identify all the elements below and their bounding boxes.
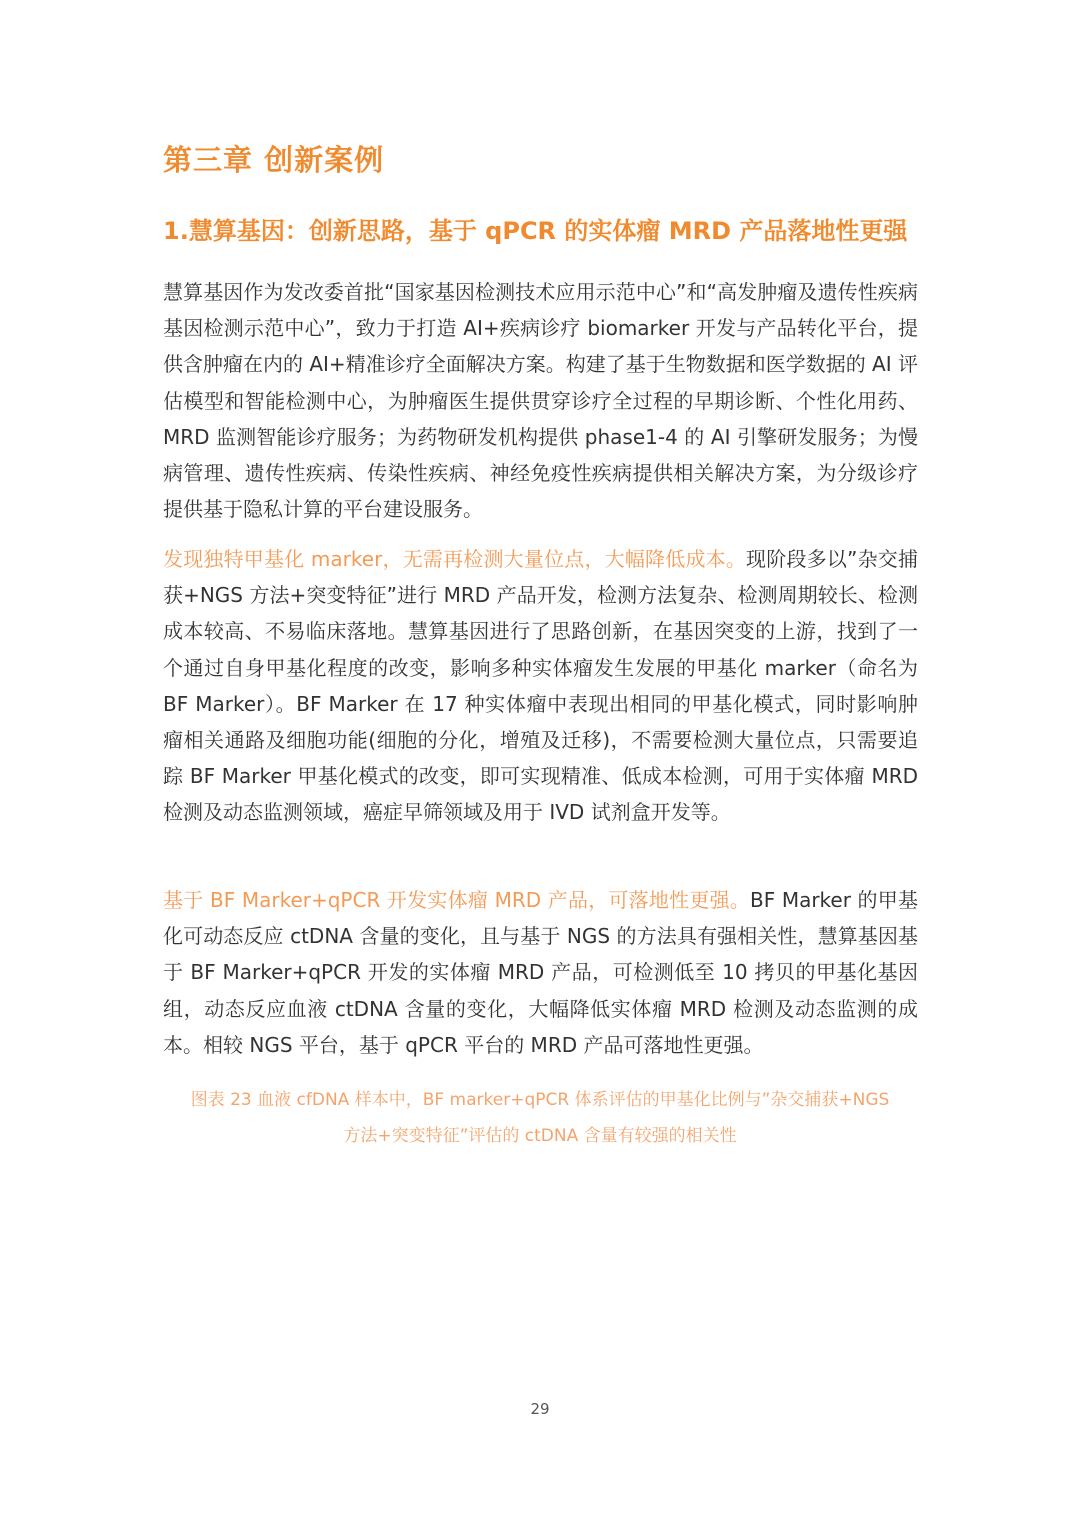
paragraph-qpcr-product bbox=[163, 882, 918, 1063]
figure-caption-line: 图表 23 血液 cfDNA 样本中，BF marker+qPCR 体系评估的甲基化比例与”杂交捕获+NGS bbox=[190, 1090, 890, 1110]
paragraph-body: BF Marker 的甲基化可动态反应 ctDNA 含量的变化，且与基于 NGS 的方法具有强相关性，慧算基因基于 BF Marker+qPCR 开发的实体瘤 MRD 产品，可检测低至 10 拷贝的甲基化基因组，动态反应血液 ctDNA 含量的变化，大幅降低实体瘤 MRD 检测及动态监测的成本。相较 NGS 平台，基于 qPCR 平台的 MRD 产品可落地性更强。 bbox=[163, 888, 918, 1057]
paragraph-highlight: 发现独特甲基化 marker，无需再检测大量位点，大幅降低成本。 bbox=[163, 547, 747, 571]
page-number: 29 bbox=[530, 1400, 550, 1418]
paragraph-intro: 慧算基因作为发改委首批“国家基因检测技术应用示范中心”和“高发肿瘤及遗传性疾病基因检测示范中心”，致力于打造 AI+疾病诊疗 biomarker 开发与产品转化平台，提供含肿瘤在内的 AI+精准诊疗全面解决方案。构建了基于生物数据和医学数据的 AI 评估模型和智能检测中心，为肿瘤医生提供贯穿诊疗全过程的早期诊断、个性化用药、MRD 监测智能诊疗服务；为药物研发机构提供 phase1-4 的 AI 引擎研发服务；为慢病管理、遗传性疾病、传染性疾病、神经免疫性疾病提供相关解决方案，为分级诊疗提供基于隐私计算的平台建设服务。 bbox=[163, 280, 918, 522]
paragraph-body: 现阶段多以”杂交捕获+NGS 方法+突变特征”进行 MRD 产品开发，检测方法复杂、检测周期较长、检测成本较高、不易临床落地。慧算基因进行了思路创新，在基因突变的上游，找到了一个通过自身甲基化程度的改变，影响多种实体瘤发生发展的甲基化 marker（命名为 BF Marker）。BF Marker 在 17 种实体瘤中表现出相同的甲基化模式，同时影响肿瘤相关通路及细胞功能(细胞的分化，增殖及迁移)，不需要检测大量位点，只需要追踪 BF Marker 甲基化模式的改变，即可实现精准、低成本检测，可用于实体瘤 MRD 检测及动态监测领域，癌症早筛领域及用于 IVD 试剂盒开发等。 bbox=[163, 547, 918, 825]
paragraph-highlight: 基于 BF Marker+qPCR 开发实体瘤 MRD 产品，可落地性更强。 bbox=[163, 888, 751, 912]
figure-caption bbox=[150, 1082, 930, 1154]
section-heading: 1.慧算基因：创新思路，基于 qPCR 的实体瘤 MRD 产品落地性更强 bbox=[163, 217, 908, 245]
paragraph-methylation-marker bbox=[163, 541, 918, 831]
chapter-title: 第三章 创新案例 bbox=[163, 143, 385, 177]
figure-caption-line: 方法+突变特征”评估的 ctDNA 含量有较强的相关性 bbox=[343, 1126, 737, 1146]
